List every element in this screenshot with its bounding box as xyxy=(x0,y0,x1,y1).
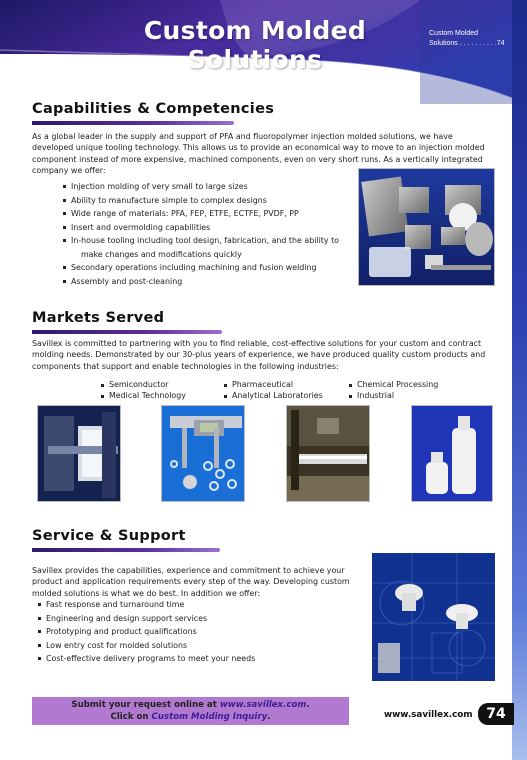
industries-col-1 xyxy=(100,379,220,401)
list-item: Cost-effective delivery programs to meet your needs xyxy=(37,652,337,666)
blueprint-parts-photo xyxy=(372,553,495,681)
semiconductor-photo xyxy=(37,405,121,502)
list-item: Fast response and turnaround time xyxy=(37,598,337,612)
submit-line2-end: . xyxy=(267,712,271,722)
capabilities-list xyxy=(62,180,362,288)
industry-item: Medical Technology xyxy=(100,390,220,401)
industry-item: Analytical Laboratories xyxy=(223,390,343,401)
list-item: Wide range of materials: PFA, FEP, ETFE, ECTFE, PVDF, PP xyxy=(62,207,362,221)
molded-parts-photo xyxy=(358,168,495,286)
medical-calipers-photo xyxy=(161,405,245,502)
list-item: Assembly and post-cleaning xyxy=(62,275,362,289)
page-title: Custom Molded Solutions xyxy=(143,16,367,74)
toc-entry-page[interactable]: Solutions . . . . . . . . . .74 xyxy=(429,40,505,47)
service-list xyxy=(37,598,337,666)
list-item: Insert and overmolding capabilities xyxy=(62,221,362,235)
page-edge-bar xyxy=(512,0,527,760)
lab-bottles-photo xyxy=(411,405,493,502)
industry-item: Industrial xyxy=(348,390,468,401)
list-item: Low entry cost for molded solutions xyxy=(37,639,337,653)
submit-line1-end: . xyxy=(306,700,310,710)
submit-line1-text: Submit your request online at xyxy=(71,700,220,710)
list-item: In-house tooling including tool design, fabrication, and the ability to xyxy=(62,234,362,248)
service-underline xyxy=(32,548,220,552)
footer-website[interactable]: www.savillex.com xyxy=(384,710,473,720)
capabilities-underline xyxy=(32,121,234,125)
website-link[interactable]: www.savillex.com xyxy=(219,700,307,710)
industry-item: Semiconductor xyxy=(100,379,220,390)
service-heading: Service & Support xyxy=(32,528,186,544)
list-item-continuation: make changes and modifications quickly xyxy=(81,249,242,259)
list-item: Engineering and design support services xyxy=(37,612,337,626)
industries-col-2 xyxy=(223,379,343,401)
submit-line2-text: Click on xyxy=(110,712,152,722)
industries-col-3 xyxy=(348,379,468,401)
list-item: Ability to manufacture simple to complex designs xyxy=(62,194,362,208)
page-number: 74 xyxy=(478,703,514,725)
submit-request-banner xyxy=(32,697,349,725)
service-intro: Savillex provides the capabilities, experience and commitment to achieve your product and application requirements every step of the way. Developing custom molded solutions is what we do best. In addition we offer: xyxy=(32,566,350,598)
list-item: Secondary operations including machining and fusion welding xyxy=(62,261,362,275)
pharmaceutical-photo xyxy=(286,405,370,502)
markets-underline xyxy=(32,330,222,334)
capabilities-intro: As a global leader in the supply and support of PFA and fluoropolymer injection molded solutions, we have developed unique tooling technology. This allows us to provide an economical way to move to an injection molded component instead of more expensive, machined components, even on very short runs. As a vertically integrated company we offer: xyxy=(32,132,485,176)
capabilities-heading: Capabilities & Competencies xyxy=(32,101,275,117)
custom-molding-inquiry-link[interactable]: Custom Molding Inquiry xyxy=(151,712,268,722)
toc-entry-title[interactable]: Custom Molded xyxy=(429,30,479,37)
list-item: Prototyping and product qualifications xyxy=(37,625,337,639)
industry-item: Pharmaceutical xyxy=(223,379,343,390)
list-item: Injection molding of very small to large sizes xyxy=(62,180,362,194)
markets-intro: Savillex is committed to partnering with you to find reliable, cost-effective solutions for your custom and contract molding needs. Demonstrated by our 30-plus years of experience, we have produced quality custom products and components that support and enable technologies in the following industries: xyxy=(32,339,486,371)
markets-heading: Markets Served xyxy=(32,310,165,326)
industry-item: Chemical Processing xyxy=(348,379,468,390)
